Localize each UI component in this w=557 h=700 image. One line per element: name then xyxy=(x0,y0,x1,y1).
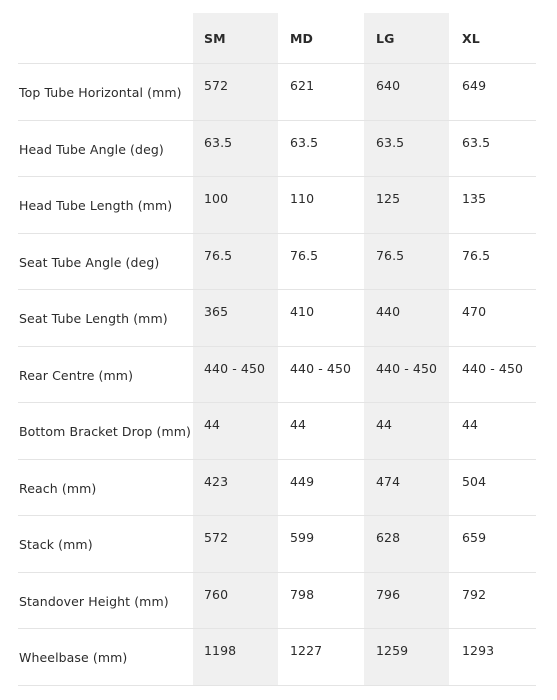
table-cell: 792 xyxy=(462,586,487,602)
table-cell: 659 xyxy=(462,530,487,545)
table-cell: 110 xyxy=(290,191,315,206)
table-cell: 440 - 450 xyxy=(462,360,524,376)
row-label: Bottom Bracket Drop (mm) xyxy=(19,424,191,440)
table-cell: 640 xyxy=(376,78,401,93)
table-cell: 44 xyxy=(462,417,479,432)
table-cell: 440 - 450 xyxy=(290,360,352,376)
table-row xyxy=(18,403,536,460)
table-cell: 125 xyxy=(376,191,401,206)
table-cell: 440 - 450 xyxy=(204,360,266,376)
table-cell: 470 xyxy=(462,304,487,319)
table-cell: 649 xyxy=(462,78,487,93)
table-cell: 100 xyxy=(204,191,229,206)
table-cell: 76.5 xyxy=(376,247,405,263)
table-cell: 572 xyxy=(204,530,229,545)
table-cell: 1259 xyxy=(376,643,409,658)
table-row xyxy=(18,177,536,234)
table-cell: 63.5 xyxy=(290,134,319,150)
table-cell: 798 xyxy=(290,586,315,602)
table-cell: 423 xyxy=(204,473,229,489)
table-cell: 628 xyxy=(376,530,401,545)
table-cell: 599 xyxy=(290,530,315,545)
table-row xyxy=(18,629,536,686)
table-cell: 449 xyxy=(290,473,315,489)
table-row xyxy=(18,234,536,291)
table-cell: 1227 xyxy=(290,643,323,658)
row-label: Standover Height (mm) xyxy=(19,593,169,609)
geometry-table xyxy=(18,13,536,686)
row-label: Wheelbase (mm) xyxy=(19,650,128,666)
row-label: Seat Tube Length (mm) xyxy=(19,311,168,327)
table-cell: 1198 xyxy=(204,643,237,658)
table-cell: 504 xyxy=(462,473,487,489)
row-label: Stack (mm) xyxy=(19,537,93,553)
table-cell: 410 xyxy=(290,304,315,319)
table-row xyxy=(18,460,536,517)
column-header-xl: XL xyxy=(462,31,480,46)
table-cell: 44 xyxy=(204,417,221,432)
table-cell: 474 xyxy=(376,473,401,489)
table-cell: 621 xyxy=(290,78,315,93)
row-label: Head Tube Angle (deg) xyxy=(19,141,164,157)
row-label: Reach (mm) xyxy=(19,480,97,496)
table-cell: 76.5 xyxy=(204,247,233,263)
table-cell: 572 xyxy=(204,78,229,93)
table-cell: 76.5 xyxy=(290,247,319,263)
table-cell: 365 xyxy=(204,304,229,319)
table-cell: 44 xyxy=(376,417,393,432)
header-row xyxy=(18,13,536,64)
column-header-lg: LG xyxy=(376,31,395,46)
table-row xyxy=(18,121,536,178)
table-cell: 760 xyxy=(204,586,229,602)
table-cell: 76.5 xyxy=(462,247,491,263)
table-cell: 135 xyxy=(462,191,487,206)
table-cell: 63.5 xyxy=(462,134,491,150)
table-cell: 63.5 xyxy=(204,134,233,150)
table-cell: 440 xyxy=(376,304,401,319)
table-row xyxy=(18,573,536,630)
row-label: Seat Tube Angle (deg) xyxy=(19,254,160,270)
row-label: Rear Centre (mm) xyxy=(19,367,134,383)
row-label: Head Tube Length (mm) xyxy=(19,198,173,214)
table-row xyxy=(18,516,536,573)
table-cell: 63.5 xyxy=(376,134,405,150)
table-row xyxy=(18,347,536,404)
table-cell: 44 xyxy=(290,417,307,432)
column-header-md: MD xyxy=(290,31,314,46)
table-cell: 1293 xyxy=(462,643,495,658)
table-cell: 440 - 450 xyxy=(376,360,438,376)
row-label: Top Tube Horizontal (mm) xyxy=(19,85,182,101)
table-row xyxy=(18,290,536,347)
table-row xyxy=(18,64,536,121)
table-cell: 796 xyxy=(376,586,401,602)
column-header-sm: SM xyxy=(204,31,226,46)
